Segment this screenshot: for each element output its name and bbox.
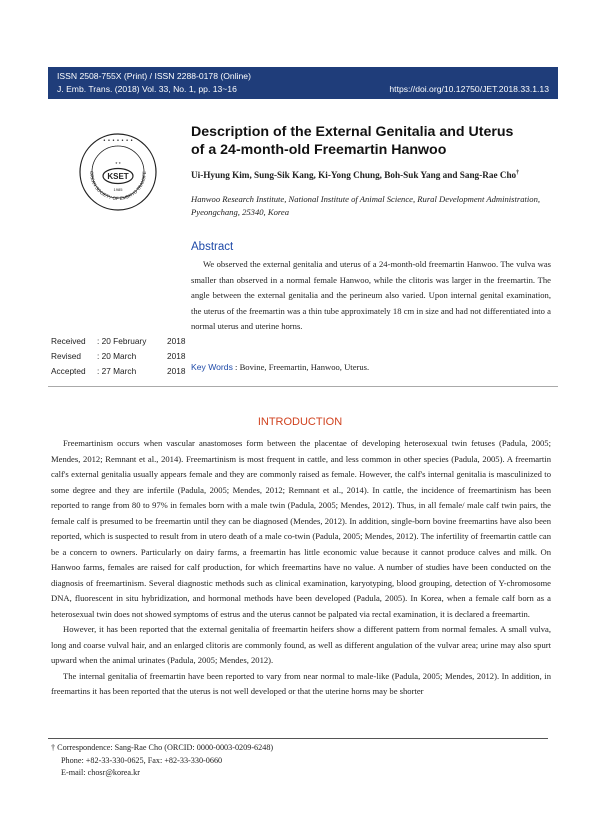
keywords-label: Key Words [191, 362, 233, 372]
date-year: 2018 [167, 336, 186, 346]
affiliation-line-1: Hanwoo Research Institute, National Institute of Animal Science, Rural Development Administration, [191, 194, 541, 204]
intro-paragraph-2: However, it has been reported that the external genitalia of freemartin heifers show a different pattern from normal females. A small vulva, long and coarse vulval hair, and an enlarged clitoris are commonly found, as well as different angulation of the vulvar area; urine may also spurt upward when the animal urinates (Padula, 2005; Mendes, 2012). [51, 624, 551, 665]
date-label: Accepted [51, 366, 86, 376]
affiliation-line-2: Pyeongchang, 25340, Korea [191, 206, 290, 217]
logo-ring-text: OREAN SOCIETY OF EMBRYO TRANSFE [88, 170, 148, 202]
keywords [191, 362, 369, 372]
svg-text:* *: * * [115, 162, 121, 168]
article-title [191, 123, 551, 159]
date-value: : 20 February [97, 336, 147, 346]
title-line-1: Description of the External Genitalia and Uterus [191, 124, 514, 140]
keywords-text: : Bovine, Freemartin, Hanwoo, Uterus. [235, 362, 370, 372]
intro-paragraph-1: Freemartinism occurs when vascular anastomoses form between the placentae of developing heterosexual twin fetuses (Padula, 2005; Mendes, 2012; Remnant et al., 2014). Freemartinism is most frequent in cattle, and less common in other species (Padula, 2005). A freemartin calf's external genitalia usually appears female and they are commonly raised as female. However, the calf's internal genitalia is masculinized to some degree and they are infertile (Padula, 2005; Mendes, 2012; Remnant et al., 2014). In cattle, the incidence of freemartinism has been reported to range from 80 to 97% in females born with a male twin (Padula, 2005; Mendes, 2012). Thus, in all female/ male calf twin pairs, the female calf is presumed to be freemartin until they can be diagnosed (Mendes, 2012). In addition, single-born bovine freemartins have also been reported, which is suspected to result from in utero death of a male co-twin (Padula, 2005; Mendes, 2012). The infertility of freemartin cattle can be a concern to owners. Particularly on dairy farms, a freemartin has little economic value because it cannot produce calves and milk. On Hanwoo farms, females are raised for calf production, for which freemartins have no value. A number of studies have been conducted on the diagnosis of freemartinism. Several diagnostic methods such as clinical examination, karyotyping, blood grouping, detection of Y-chromosome DNA, fluorescent in situ hybridization, and hormonal methods have been developed (Padula, 2005). In Korea, when a female calf born as a heterosexual twin does not showed symptoms of estrus and the uterus cannot be palpated via rectal examination, it is declared a freemartin. [51, 438, 551, 619]
date-revised [51, 349, 185, 364]
footnote-email[interactable]: E-mail: chosr@korea.kr [61, 768, 140, 778]
journal-header-band [48, 67, 558, 99]
authors-text: Ui-Hyung Kim, Sung-Sik Kang, Ki-Yong Chung, Boh-Suk Yang and Sang-Rae Cho [191, 170, 517, 181]
date-label: Received [51, 336, 86, 346]
author-list [191, 170, 519, 180]
introduction-body [51, 436, 551, 700]
date-value: : 20 March [97, 351, 137, 361]
date-year: 2018 [167, 351, 186, 361]
section-divider [48, 386, 558, 387]
affiliation [191, 193, 551, 218]
journal-citation: J. Emb. Trans. (2018) Vol. 33, No. 1, pp. 13~16 [57, 84, 237, 94]
kset-society-seal [78, 132, 158, 212]
svg-text:• • • • • • •: • • • • • • • [102, 138, 134, 144]
footnote-phone: Phone: +82-33-330-0625, Fax: +82-33-330-0660 [61, 755, 223, 765]
article-dates [51, 334, 185, 379]
title-line-2: of a 24-month-old Freemartin Hanwoo [191, 142, 447, 158]
footnote-mark: † [51, 743, 56, 752]
date-accepted [51, 364, 185, 379]
introduction-heading: INTRODUCTION [257, 416, 343, 428]
doi-link[interactable]: https://doi.org/10.12750/JET.2018.33.1.13 [389, 84, 549, 94]
logo-kset-text: KSET [107, 172, 129, 181]
date-label: Revised [51, 351, 81, 361]
correspondence-footnote [51, 742, 273, 780]
date-value: : 27 March [97, 366, 137, 376]
corresponding-author-mark: † [516, 170, 520, 176]
abstract-heading: Abstract [191, 241, 234, 253]
date-received [51, 334, 185, 349]
footnote-correspondence: Correspondence: Sang-Rae Cho (ORCID: 0000-0003-0209-6248) [57, 743, 274, 752]
date-year: 2018 [167, 366, 186, 376]
footnote-correspondence-line [51, 742, 273, 755]
logo-year: 1985 [113, 187, 123, 192]
intro-paragraph-3: The internal genitalia of freemartin have been reported to vary from near normal to male-like (Padula, 2005; Mendes, 2012). In addition, in freemartins it has been reported that the uterus is not well developed or that the uterine horns may be shorter [51, 670, 551, 696]
footnote-divider [48, 738, 548, 739]
issn-line: ISSN 2508-755X (Print) / ISSN 2288-0178 (Online) [57, 71, 251, 81]
abstract-text: We observed the external genitalia and uterus of a 24-month-old freemartin Hanwoo. The vulva was smaller than observed in a normal female Hanwoo, while the clitoris was larger in the freemartin. The angle between the external genitalia and the perineum also varied. Upon internal genital examination, the uterus of the freemartin was a thin tube approximately 18 cm in size and had not differentiated into a normal uterus and uterine horns. [191, 259, 551, 331]
